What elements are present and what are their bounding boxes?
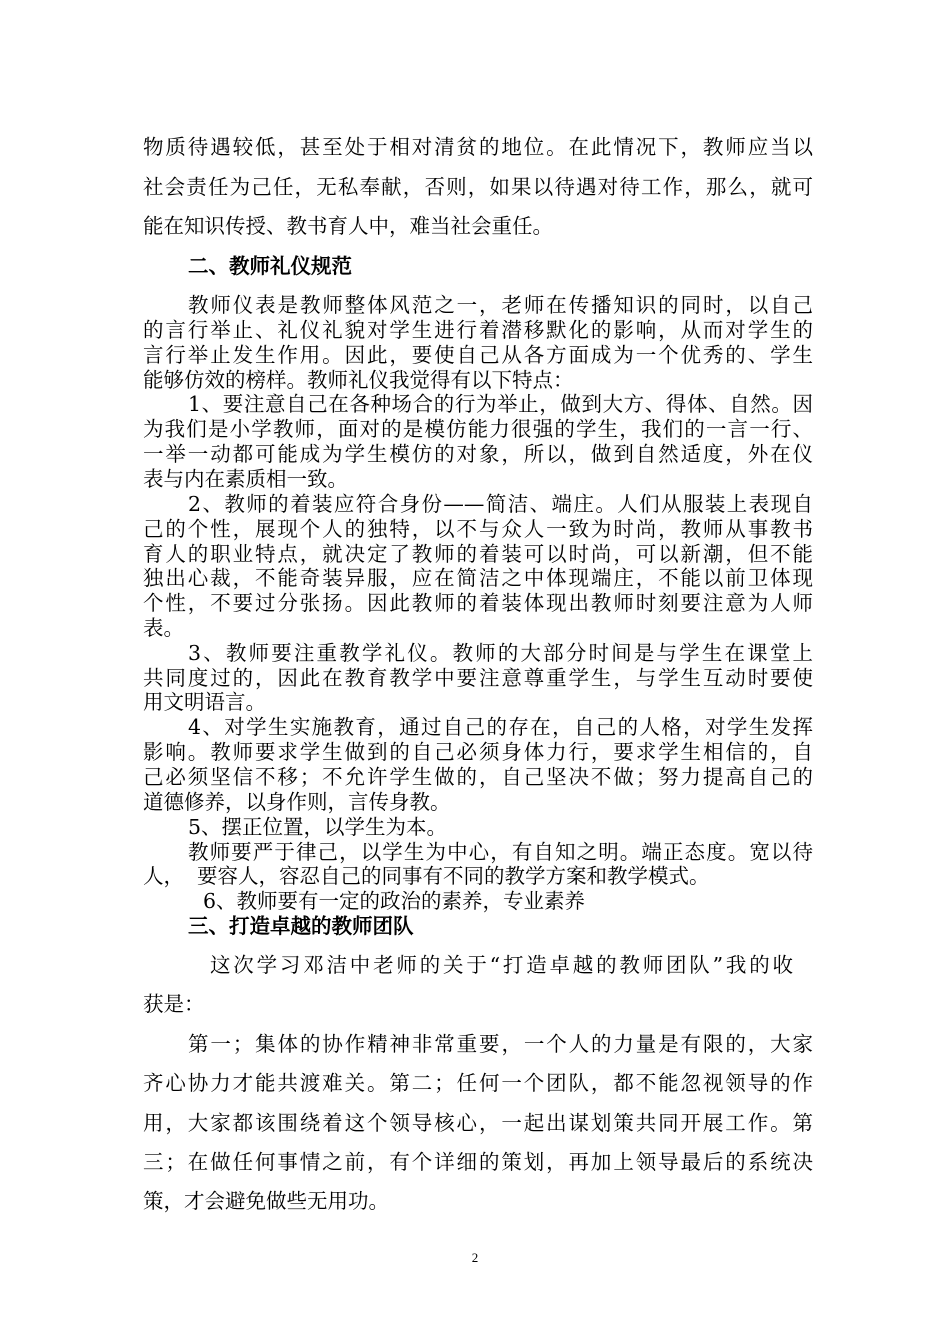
text-line: 己的个性，展现个人的独特，以不与众人一致为时尚，教师从事教书 [143, 517, 813, 541]
text-line: 三；在做任何事情之前，有个详细的策划，再加上领导最后的系统决 [143, 1150, 813, 1174]
text-line: 物质待遇较低，甚至处于相对清贫的地位。在此情况下，教师应当以 [143, 135, 813, 159]
text-line: 2、教师的着装应符合身份——简洁、端庄。人们从服装上表现自 [188, 492, 813, 516]
text-line: 用，大家都该围绕着这个领导核心，一起出谋划策共同开展工作。第 [143, 1111, 813, 1135]
text-line: 道德修养，以身作则，言传身教。 [143, 790, 451, 814]
text-line: 第一；集体的协作精神非常重要，一个人的力量是有限的，大家 [188, 1032, 813, 1056]
section-heading: 三、打造卓越的教师团队 [188, 914, 414, 938]
text-line: 这次学习邓洁中老师的关于“打造卓越的教师团队”我的收 [210, 953, 793, 977]
text-line: 人， 要容人，容忍自己的同事有不同的教学方案和教学模式。 [143, 864, 710, 888]
text-line: 社会责任为己任，无私奉献，否则，如果以待遇对待工作，那么，就可 [143, 175, 813, 199]
text-line: 教师要严于律己，以学生为中心，有自知之明。端正态度。宽以待 [188, 840, 813, 864]
text-line: 3、教师要注重教学礼仪。教师的大部分时间是与学生在课堂上 [188, 641, 813, 665]
text-line: 个性，不要过分张扬。因此教师的着装体现出教师时刻要注意为人师 [143, 591, 813, 615]
text-line: 能够仿效的榜样。教师礼仪我觉得有以下特点： [143, 368, 574, 392]
text-line: 齐心协力才能共渡难关。第二；任何一个团队，都不能忽视领导的作 [143, 1071, 813, 1095]
text-line: 1、要注意自己在各种场合的行为举止，做到大方、得体、自然。因 [188, 392, 813, 416]
text-line: 6、教师要有一定的政治的素养，专业素养 [203, 889, 586, 913]
text-line: 影响。教师要求学生做到的自己必须身体力行，要求学生相信的，自 [143, 740, 813, 764]
text-line: 表与内在素质相一致。 [143, 467, 348, 491]
text-line: 言行举止发生作用。因此，要使自己从各方面成为一个优秀的、学生 [143, 343, 813, 367]
text-line: 策，才会避免做些无用功。 [143, 1189, 389, 1213]
section-heading: 二、教师礼仪规范 [188, 254, 352, 278]
text-line: 育人的职业特点，就决定了教师的着装可以时尚，可以新潮，但不能 [143, 542, 813, 566]
text-line: 己必须坚信不移；不允许学生做的，自己坚决不做；努力提高自己的 [143, 765, 813, 789]
text-line: 独出心裁，不能奇装异服，应在简洁之中体现端庄，不能以前卫体现 [143, 566, 813, 590]
text-line: 共同度过的，因此在教育教学中要注意尊重学生，与学生互动时要使 [143, 666, 813, 690]
text-line: 能在知识传授、教书育人中，难当社会重任。 [143, 214, 553, 238]
text-line: 的言行举止、礼仪礼貌对学生进行着潜移默化的影响，从而对学生的 [143, 318, 813, 342]
text-line: 5、摆正位置，以学生为本。 [188, 815, 448, 839]
text-line: 为我们是小学教师，面对的是模仿能力很强的学生，我们的一言一行、 [143, 417, 813, 441]
text-line: 一举一动都可能成为学生模仿的对象，所以，做到自然适度，外在仪 [143, 442, 813, 466]
text-line: 获是： [143, 992, 205, 1016]
text-line: 表。 [143, 616, 184, 640]
text-line: 用文明语言。 [143, 690, 266, 714]
text-line: 教师仪表是教师整体风范之一，老师在传播知识的同时，以自己 [188, 293, 813, 317]
page-number: 2 [471, 1250, 479, 1265]
text-line: 4、对学生实施教育，通过自己的存在，自己的人格，对学生发挥 [188, 715, 813, 739]
